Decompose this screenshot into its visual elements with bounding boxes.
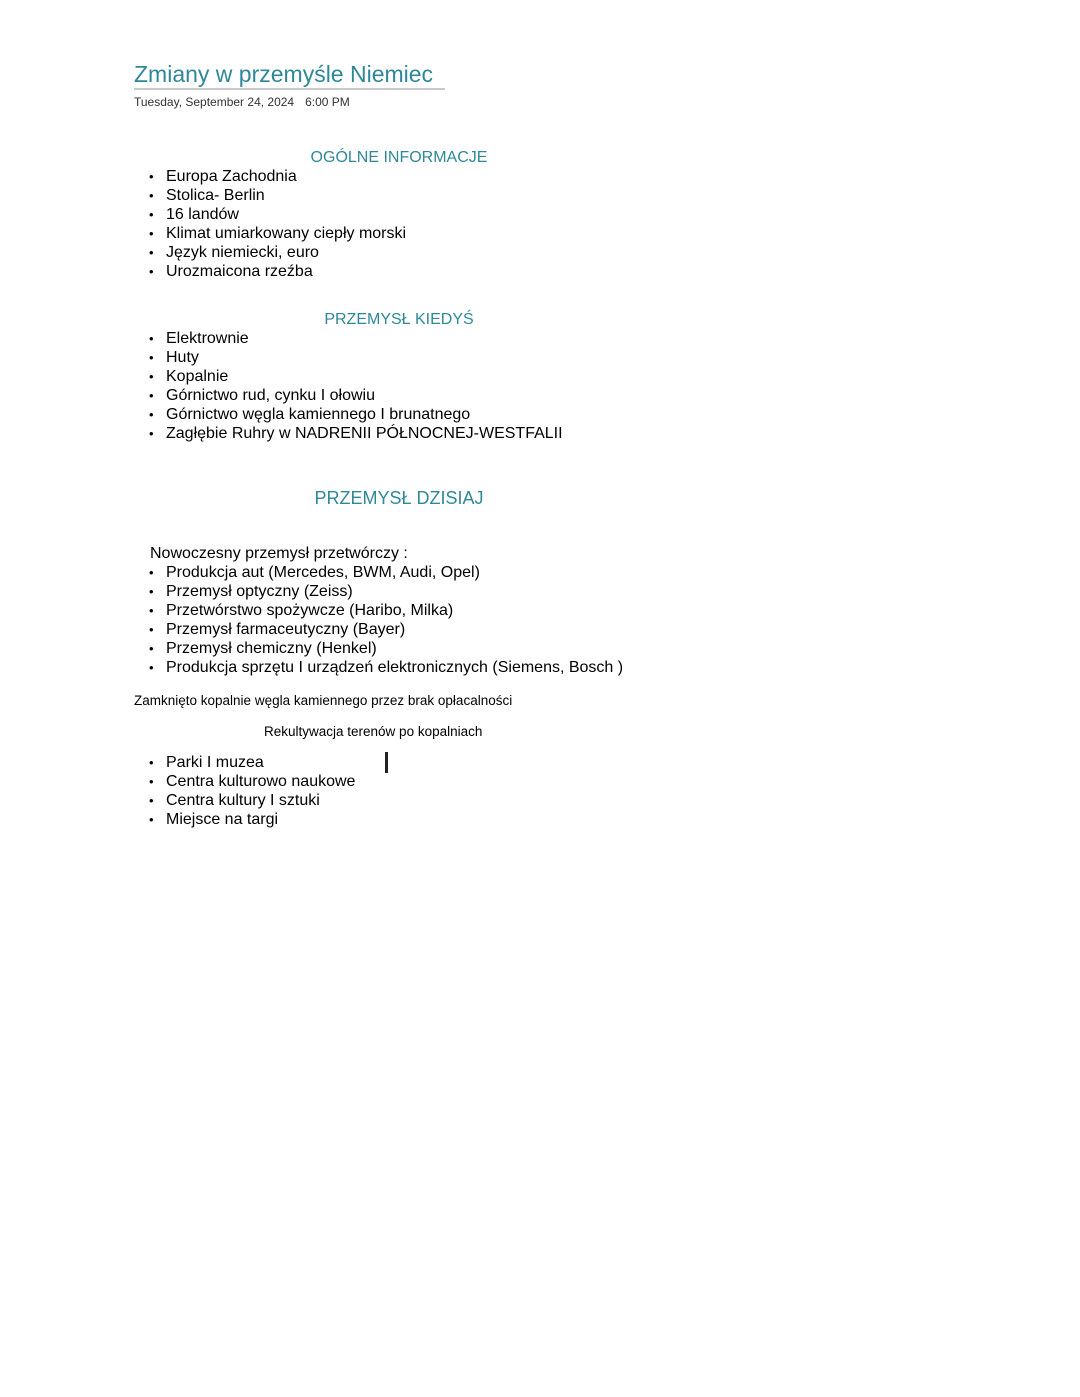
list-item[interactable] <box>146 387 563 406</box>
time-text: 6:00 PM <box>305 95 350 109</box>
list-item[interactable] <box>146 368 563 387</box>
industry-today-intro[interactable]: Nowoczesny przemysł przetwórczy : <box>150 545 408 562</box>
bullet-icon: • <box>149 349 154 365</box>
list-item[interactable] <box>146 621 623 640</box>
bullet-icon: • <box>149 755 154 770</box>
bullet-icon: • <box>149 792 154 808</box>
list-item[interactable] <box>146 187 406 206</box>
list-item[interactable] <box>146 773 355 792</box>
page-date <box>134 94 350 110</box>
bullet-icon: • <box>149 583 154 599</box>
bullet-icon: • <box>149 331 154 346</box>
list-item[interactable] <box>146 602 623 621</box>
bullet-icon: • <box>149 406 154 422</box>
text-cursor <box>385 752 388 773</box>
list-item[interactable] <box>146 659 623 678</box>
date-text: Tuesday, September 24, 2024 <box>134 95 295 109</box>
reclamation-heading[interactable]: Rekultywacja terenów po kopalniach <box>264 724 483 739</box>
list-item-text: Przemysł optyczny (Zeiss) <box>166 582 353 600</box>
bullet-icon: • <box>149 263 154 279</box>
list-item-text: Zagłębie Ruhry w NADRENII PÓŁNOCNEJ-WESTFALII <box>166 424 563 442</box>
list-item-text: Przemysł chemiczny (Henkel) <box>166 639 377 657</box>
list-item-text: Przetwórstwo spożywcze (Haribo, Milka) <box>166 601 454 619</box>
list-item[interactable] <box>146 425 563 444</box>
list-item[interactable] <box>146 583 623 602</box>
list-item-text: Klimat umiarkowany ciepły morski <box>166 224 407 242</box>
heading-industry-today[interactable]: PRZEMYSŁ DZISIAJ <box>314 488 484 508</box>
bullet-icon: • <box>149 640 154 656</box>
list-item-text: Parki I muzea <box>166 754 264 771</box>
bullet-icon: • <box>149 602 154 618</box>
list-item[interactable] <box>146 206 406 225</box>
list-item-text: Produkcja aut (Mercedes, BWM, Audi, Opel) <box>166 564 480 581</box>
bullet-icon: • <box>149 206 154 222</box>
bullet-icon: • <box>149 368 154 384</box>
title-underline <box>134 88 445 90</box>
bullet-icon: • <box>149 811 154 827</box>
bullet-icon: • <box>149 187 154 203</box>
list-item-text: Górnictwo rud, cynku I ołowiu <box>166 386 375 404</box>
list-item[interactable] <box>146 225 406 244</box>
bullet-icon: • <box>149 387 154 403</box>
bullet-icon: • <box>149 565 154 580</box>
list-item-text: Język niemiecki, euro <box>166 243 319 261</box>
list-item-text: Produkcja sprzętu I urządzeń elektronicznych (Siemens, Bosch ) <box>166 658 624 676</box>
list-item-text: Centra kultury I sztuki <box>166 791 320 809</box>
list-item-text: Elektrownie <box>166 330 249 347</box>
heading-general-info[interactable]: OGÓLNE INFORMACJE <box>310 149 488 166</box>
bullet-icon: • <box>149 244 154 260</box>
list-item[interactable] <box>146 754 355 773</box>
list-item[interactable] <box>146 406 563 425</box>
list-item[interactable] <box>146 244 406 263</box>
list-item[interactable] <box>146 640 623 659</box>
bullet-icon: • <box>149 659 154 675</box>
list-item-text: Stolica- Berlin <box>166 186 265 204</box>
heading-industry-past[interactable]: PRZEMYSŁ KIEDYŚ <box>324 311 474 328</box>
bullet-icon: • <box>149 773 154 789</box>
list-item[interactable] <box>146 792 355 811</box>
list-item-text: Miejsce na targi <box>166 810 279 828</box>
list-item-text: Urozmaicona rzeźba <box>166 262 313 280</box>
industry-today-list <box>146 564 623 677</box>
list-item[interactable] <box>146 349 563 368</box>
mines-closed-note[interactable]: Zamknięto kopalnie węgla kamiennego przez brak opłacalności <box>134 693 513 708</box>
list-item-text: Kopalnie <box>166 367 229 385</box>
bullet-icon: • <box>149 225 154 241</box>
list-item[interactable] <box>146 263 406 282</box>
list-item-text: Centra kulturowo naukowe <box>166 772 356 790</box>
bullet-icon: • <box>149 425 154 441</box>
list-item[interactable] <box>146 564 623 583</box>
list-item[interactable] <box>146 330 563 349</box>
industry-past-list <box>146 330 563 443</box>
list-item-text: 16 landów <box>166 205 239 223</box>
list-item[interactable] <box>146 811 355 830</box>
list-item-text: Przemysł farmaceutyczny (Bayer) <box>166 620 406 638</box>
reclamation-list <box>146 754 355 830</box>
list-item-text: Huty <box>166 348 199 366</box>
bullet-icon: • <box>149 169 154 184</box>
list-item[interactable] <box>146 168 406 187</box>
list-item-text: Górnictwo węgla kamiennego I brunatnego <box>166 405 471 423</box>
general-info-list <box>146 168 406 281</box>
bullet-icon: • <box>149 621 154 637</box>
list-item-text: Europa Zachodnia <box>166 168 297 185</box>
page-title[interactable]: Zmiany w przemyśle Niemiec <box>134 61 434 87</box>
